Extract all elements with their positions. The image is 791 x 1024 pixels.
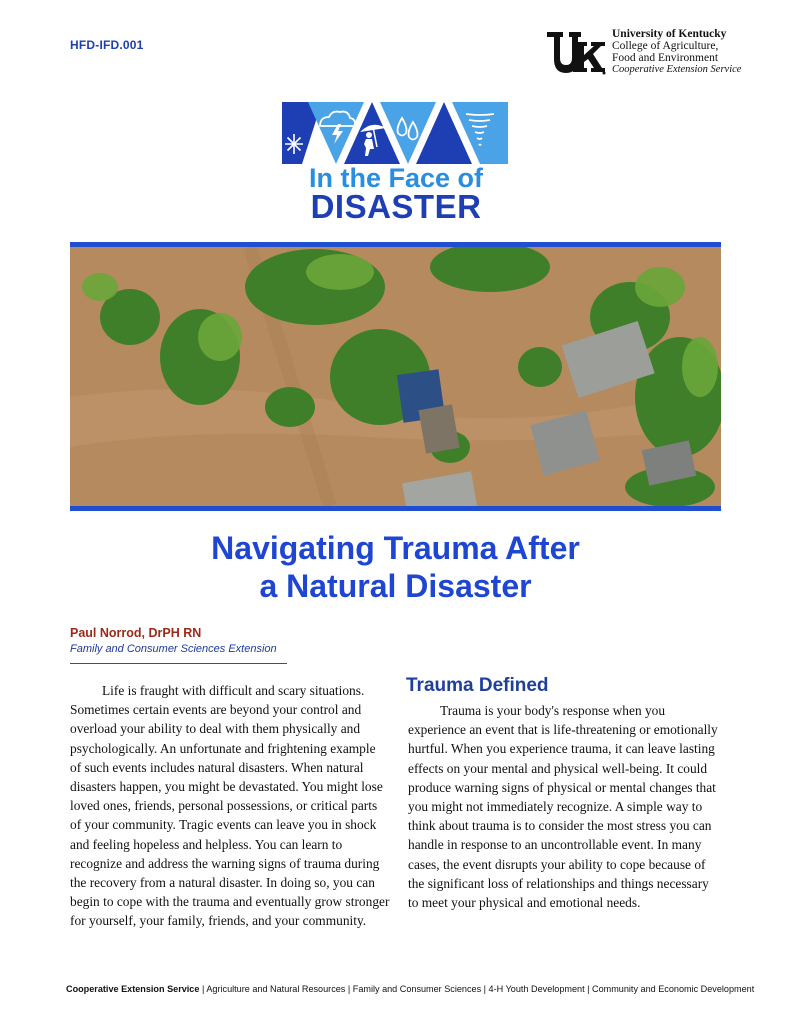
college-line-1: College of Agriculture, <box>612 40 719 52</box>
intro-paragraph: Life is fraught with difficult and scary situations. Sometimes certain events are beyond your control and overload your ability to deal with them physically and psychologically. An unfortunate and frightening example of such events includes natural disasters. When natural disasters happen, you might be devastated. You might lose loved ones, friends, personal possessions, or critical parts of your community. Tragic events can leave you in shock and feeling hopeless and helpless. You can learn to recognize and address the warning signs of trauma during the recovery from a natural disaster. In doing so, you can begin to cope with the trauma and eventually grow stronger for yourself, your family, friends, and your community. <box>70 683 390 929</box>
disaster-icon-banner <box>282 102 508 164</box>
uk-logo-icon <box>545 28 607 76</box>
footer-lead: Cooperative Extension Service <box>66 984 200 994</box>
series-title: In the Face of <box>308 163 484 193</box>
flood-aerial-photo <box>70 247 721 506</box>
article-title-line-1: Navigating Trauma After <box>211 530 580 566</box>
article-title-line-2: a Natural Disaster <box>259 568 532 604</box>
article-title <box>70 529 721 605</box>
author-divider <box>70 663 287 664</box>
author-affiliation: Family and Consumer Sciences Extension <box>70 643 277 655</box>
university-block <box>612 28 741 76</box>
footer-bar <box>66 984 754 994</box>
college-line-2: Food and Environment <box>612 52 719 64</box>
extension-service: Cooperative Extension Service <box>612 64 742 75</box>
section-heading: Trauma Defined <box>406 675 549 696</box>
document-id: HFD-IFD.001 <box>70 38 144 52</box>
photo-bottom-rule <box>70 506 721 511</box>
footer-programs: | Agriculture and Natural Resources | Family and Consumer Sciences | 4-H Youth Development | Community and Economic Development <box>199 984 755 994</box>
author-name: Paul Norrod, DrPH RN <box>70 626 202 640</box>
university-name: University of Kentucky <box>612 28 727 40</box>
section-paragraph: Trauma is your body's response when you experience an event that is life-threatening or emotionally hurtful. When you experience trauma, it can leave lasting effects on your mental and physical well-being. It could produce warning signs of physical or mental changes that you might not immediately recognize. A simple way to think about trauma is to consider the most stress you can handle in response to an uncontrollable event. In many cases, the event disrupts your ability to cope because of the significant loss of relationships and things necessary to meet your physical and emotional needs. <box>408 703 718 911</box>
series-subtitle: DISASTER <box>310 188 482 225</box>
